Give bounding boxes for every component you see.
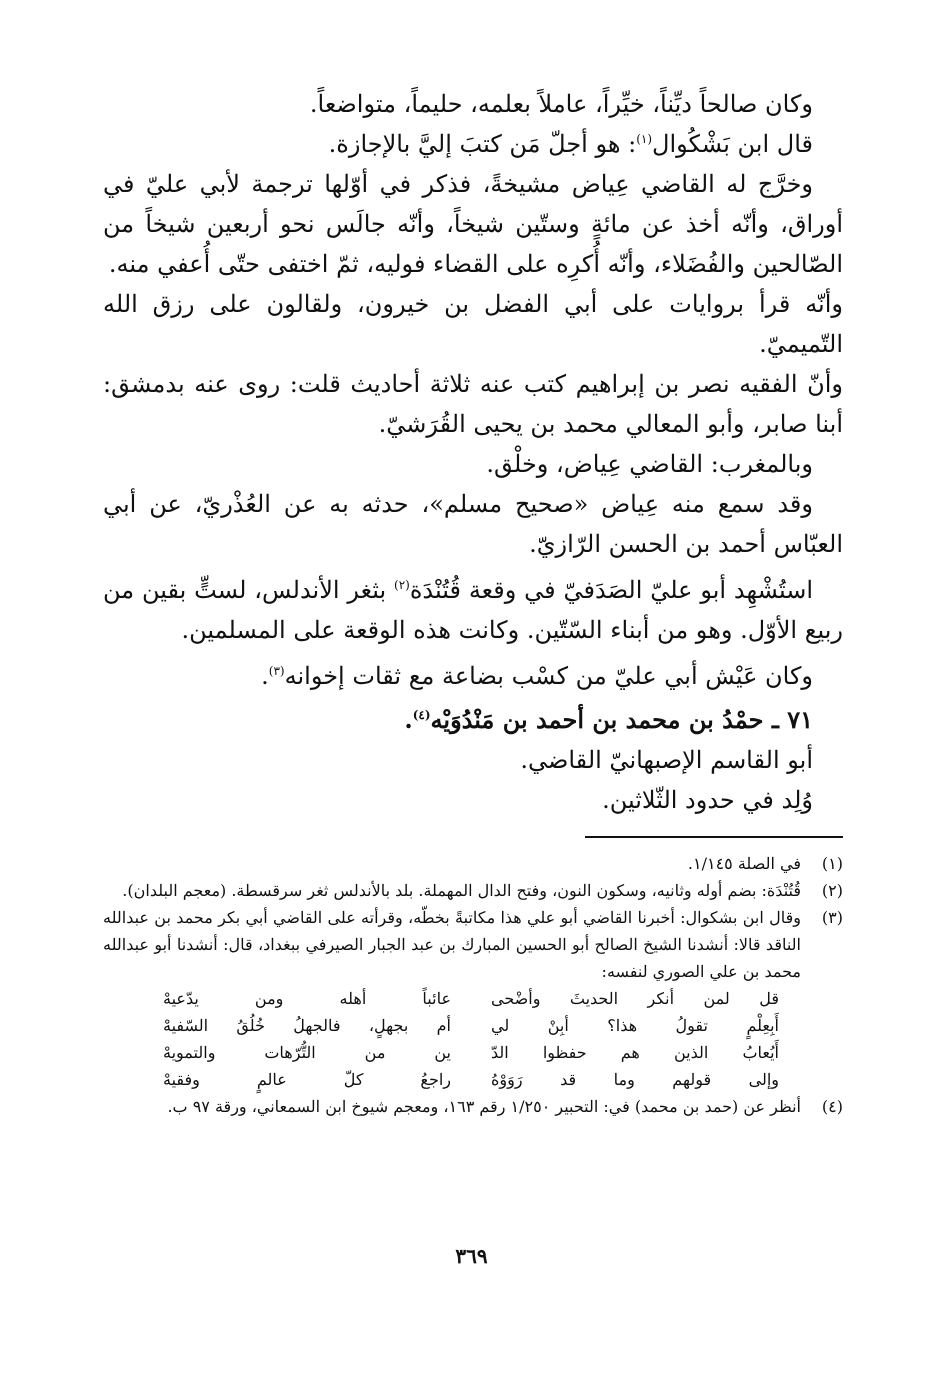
poem-hemistich: عائباً أهله ومن يدّعيهْ: [163, 989, 451, 1008]
paragraph-text: وقد سمع منه عِياض «صحيح مسلم»، حدثه به عن العُذْريّ، عن أبي العبّاس أحمد بن الحسن الرّازيّ.: [103, 490, 843, 558]
poem-hemistich: أَيُعابُ الذين هم حفظوا الدّ: [491, 1043, 779, 1062]
footnote: [103, 904, 843, 1093]
paragraph-text: وكان صالحاً ديِّناً، خيِّراً، عاملاً بعلمه، حليماً، متواضعاً.: [309, 90, 813, 118]
footnote-text: قُتُنْدَة: بضم أوله وثانيه، وسكون النون، وفتح الدال المهملة. بلد بالأندلس ثغر سرقسطة. (معجم البلدان).: [122, 881, 801, 900]
footnote: [103, 850, 843, 877]
poem-hemistich: وإلى قولهم وما قد رَوَوْهُ: [491, 1070, 779, 1089]
footnote-separator: [585, 836, 843, 838]
entry-name: حمْدُ بن محمد بن أحمد بن مَنْدُوَيْه: [430, 705, 764, 734]
paragraph-text: وكان عَيْش أبي عليّ من كسْب بضاعة مع ثقات إخوانه: [284, 662, 813, 690]
paragraph-text: وأنّ الفقيه نصر بن إبراهيم كتب عنه ثلاثة أحاديث قلت: روى عنه بدمشق: أبنا صابر، وأبو المعالي محمد بن يحيى القُرَشيّ.: [103, 370, 843, 438]
footnote-reference: (١): [636, 132, 653, 146]
poem: [103, 985, 801, 1093]
footnote-body: [103, 904, 801, 1093]
paragraph: [103, 570, 843, 650]
footnote-number: (٣): [821, 908, 843, 927]
poem-hemistich: ين من التُّرّهات والتمويهْ: [163, 1043, 451, 1062]
paragraph: [103, 284, 843, 364]
paragraph-text: وأنّه قرأ بروايات على أبي الفضل بن خيرون، ولقالون على رزق الله التّميميّ.: [103, 290, 843, 358]
paragraph: [103, 780, 843, 820]
footnote-number: (١): [821, 854, 843, 873]
paragraph: [103, 84, 843, 124]
footnote-reference: (٢): [394, 578, 410, 592]
paragraph-text: استُشْهِد أبو عليّ الصَدَفيّ في وقعة قُتُنْدَة: [409, 576, 814, 604]
paragraph: [103, 444, 843, 484]
footnote-number: (٢): [821, 881, 843, 900]
poem-hemistich: راجعُ كلّ عالمٍ وفقيهْ: [163, 1070, 451, 1089]
footnote: [103, 877, 843, 904]
paragraph-text: وخرَّج له القاضي عِياض مشيخةً، فذكر في أوّلها ترجمة لأبي عليّ في أوراق، وأنّه أخذ عن مائةٍ وستّين شيخاً، وأنّه جالَس نحو أربعين شيخاً من الصّالحين والفُضَلاء، وأنّه أُكرِه على القضاء فوليه، ثمّ اختفى حتّى أُعفي منه.: [103, 170, 843, 278]
poem-hemistich: أم بجهلٍ، فالجهلُ خُلُقُ السّفيهْ: [163, 1016, 451, 1035]
footnote-reference: (٤): [412, 708, 431, 722]
heading-punctuation: .: [404, 705, 413, 734]
footnote: [103, 1093, 843, 1120]
paragraph-text: .: [261, 662, 269, 690]
paragraph: [103, 484, 843, 564]
paragraph-text: قال ابن بَشْكُوال: [652, 130, 813, 158]
footnote-text: في الصلة ١/١٤٥.: [687, 854, 801, 873]
paragraph: [103, 656, 843, 696]
paragraph: [103, 364, 843, 444]
paragraph-text: : هو أجلّ مَن كتبَ إليَّ بالإجازة.: [328, 130, 637, 158]
entry-number: ٧١ ـ: [771, 705, 813, 734]
main-text: [103, 84, 843, 820]
footnote-reference: (٣): [268, 664, 285, 678]
paragraph-text: أبو القاسم الإصبهانيّ القاضي.: [520, 746, 813, 774]
entry-heading: [103, 700, 843, 740]
page-number: ٣٦٩: [455, 1244, 488, 1268]
poem-hemistich: قل لمن أنكر الحديثَ وأضْحى: [491, 989, 779, 1008]
paragraph: [103, 124, 843, 164]
footnote-text: أنظر عن (حمد بن محمد) في: التحبير ١/٢٥٠ رقم ١٦٣، ومعجم شيوخ ابن السمعاني، ورقة ٩٧ ب.: [167, 1097, 801, 1116]
footnote-number: (٤): [821, 1097, 843, 1116]
footnote-text: وقال ابن بشكوال: أخبرنا القاضي أبو علي هذا مكاتبةً بخطّه، وقرأته على القاضي أبي بكر محمد بن عبدالله الناقد قالا: أنشدنا الشيخ الصالح أبو الحسين المبارك بن عبد الجبار الصيرفي ببغداد، قال: أنشدنا أبو عبدالله محمد بن علي الصوري لنفسه:: [103, 908, 801, 981]
footnotes: [103, 850, 843, 1120]
paragraph-text: وُلِد في حدود الثّلاثين.: [602, 786, 813, 814]
poem-hemistich: أَبِعِلْمٍ تقولُ هذا؟ أبِنْ لي: [491, 1016, 779, 1035]
paragraph-text: بثغر الأندلس، لستٍّ بقين من ربيع الأوّل. وهو من أبناء السّتّين. وكانت هذه الوقعة على المسلمين.: [103, 576, 843, 644]
paragraph: [103, 740, 843, 780]
paragraph: [103, 164, 843, 284]
paragraph-text: وبالمغرب: القاضي عِياض، وخلْق.: [486, 450, 813, 478]
